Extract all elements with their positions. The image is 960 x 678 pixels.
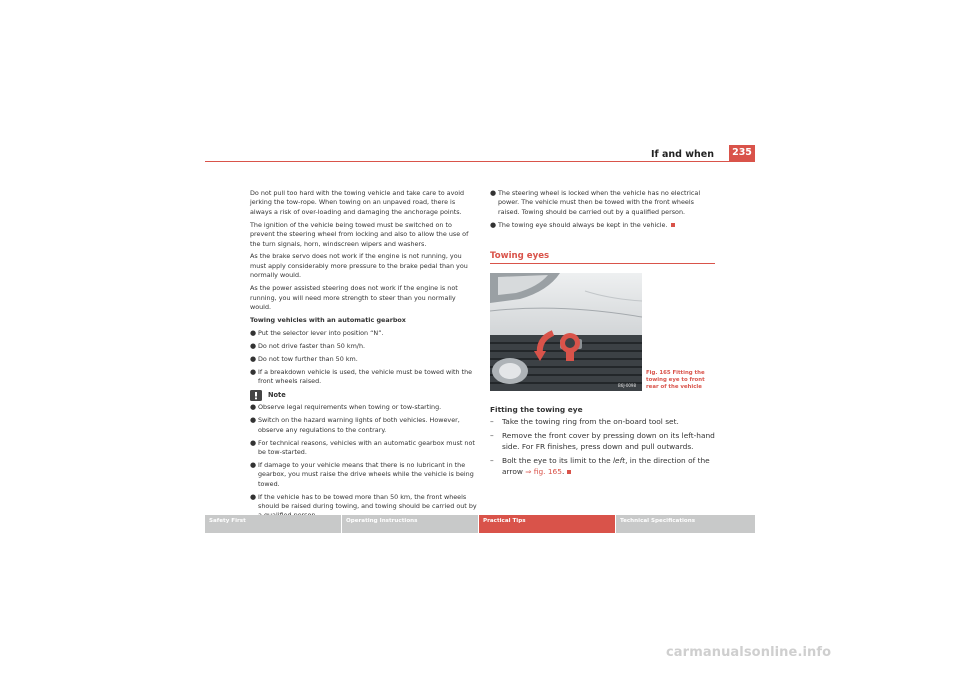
right-column bbox=[490, 189, 715, 234]
page-number-badge: 235 bbox=[729, 145, 755, 161]
towing-eye-illustration bbox=[490, 273, 642, 391]
list-item: ● Put the selector lever into position “N”. bbox=[250, 328, 384, 337]
figure-caption: Fig. 165 Fitting the towing eye to front rear of the vehicle bbox=[646, 370, 705, 390]
note-label: Note bbox=[268, 391, 286, 400]
paragraph: As the brake servo does not work if the engine is not running, you must apply considerably more pressure to the brake pedal than you normally would. bbox=[250, 252, 468, 280]
list-item: ● If the vehicle has to be towed more than 50 km, the front wheels should be raised during towing, and towing should be carried out by bbox=[250, 492, 477, 510]
list-item: – Bolt the eye to its limit to the left, in the direction of the arrow ⇒ fig. 165. bbox=[490, 456, 710, 476]
list-item: ● The towing eye should always be kept in the vehicle. bbox=[490, 221, 715, 230]
watermark: carmanualsonline.info bbox=[666, 645, 832, 660]
tab-operating-instructions[interactable]: Operating Instructions bbox=[342, 515, 478, 533]
paragraph: Do not pull too hard with the towing vehicle and take care to avoid jerking the tow-rope. When towing on an unpaved road, there is always a risk of over-loading and damaging the anchorage points. bbox=[250, 189, 465, 216]
figure-code: B6J-0098 bbox=[618, 383, 636, 388]
list-item: ● Do not drive faster than 50 km/h. bbox=[250, 341, 366, 350]
list-item: ● If a breakdown vehicle is used, the vehicle must be towed with the front wheels raised. bbox=[250, 367, 473, 385]
end-of-section-marker-icon bbox=[671, 223, 675, 227]
list-item: ● The steering wheel is locked when the vehicle has no electrical power. The vehicle must then be towed with the front wheels raised. Towing should be carried out by a qualified person. bbox=[490, 189, 701, 216]
list-item: ● Observe legal requirements when towing or tow-starting. bbox=[250, 403, 442, 412]
list-item: ● Do not tow further than 50 km. bbox=[250, 354, 358, 363]
page-header-title: If and when bbox=[650, 149, 714, 160]
list-item: ● For technical reasons, vehicles with an automatic gearbox must not be tow-started. bbox=[250, 438, 475, 456]
note-heading bbox=[250, 390, 478, 401]
steps-heading: Fitting the towing eye bbox=[490, 405, 583, 414]
automatic-gearbox-heading: Towing vehicles with an automatic gearbox bbox=[250, 315, 406, 324]
figure-cross-reference-link[interactable]: ⇒ fig. 165 bbox=[525, 466, 562, 476]
left-column bbox=[250, 189, 478, 524]
paragraph: As the power assisted steering does not work if the engine is not running, you will need more strength to steer than you normally would. bbox=[250, 284, 458, 311]
list-item: – Take the towing ring from the on-board tool set. bbox=[490, 416, 679, 426]
tab-safety-first[interactable]: Safety First bbox=[205, 515, 341, 533]
list-item: ● Switch on the hazard warning lights of both vehicles. However, observe any regulations to the contrary. bbox=[250, 416, 460, 434]
towing-eye-figure bbox=[490, 273, 642, 391]
list-item: ● If damage to your vehicle means that there is no lubricant in the gearbox, you must raise the drive wheels while the vehicle is being towed. bbox=[250, 460, 474, 488]
end-of-section-marker-icon bbox=[567, 470, 571, 474]
list-item: – Remove the front cover by pressing down on its left-hand side. For FR finishes, press down and pull outwards. bbox=[490, 431, 715, 451]
tab-technical-specifications[interactable]: Technical Specifications bbox=[616, 515, 755, 533]
paragraph: The ignition of the vehicle being towed must be switched on to prevent the steering wheel from locking and also to allow the use of the turn signals, horn, windscreen wipers and washers. bbox=[250, 220, 469, 248]
towing-eye-steps bbox=[490, 405, 720, 482]
header-rule bbox=[205, 161, 755, 162]
section-rule bbox=[490, 263, 715, 264]
tab-practical-tips[interactable]: Practical Tips bbox=[479, 515, 615, 533]
section-title: Towing eyes bbox=[490, 251, 550, 261]
warning-note-icon bbox=[250, 390, 262, 401]
